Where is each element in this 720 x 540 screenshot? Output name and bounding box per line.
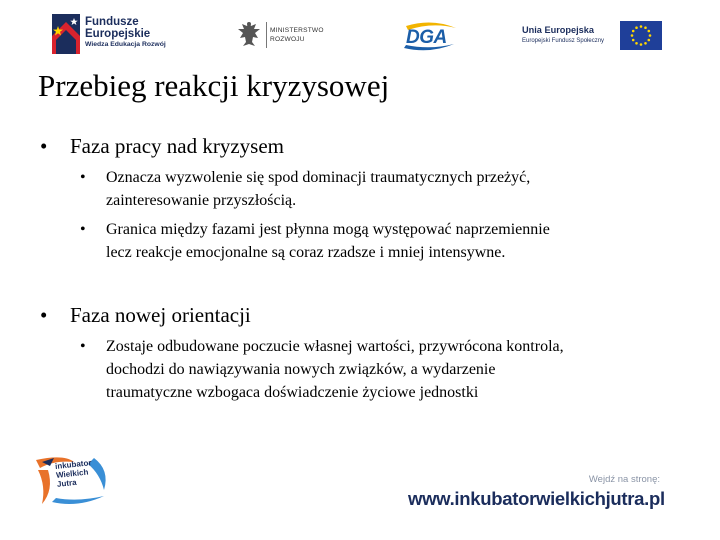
- ministerstwo-rozwoju-logo: [236, 20, 336, 54]
- sub-bullet-dot: •: [80, 221, 86, 238]
- fe-line2: Europejskie: [85, 28, 151, 40]
- url-label: Wejdź na stronę:: [588, 474, 660, 485]
- sub-bullet-line: traumatyczne wzbogaca doświadczenie życiowe jednostki: [106, 384, 479, 401]
- header-logo-bar: [0, 0, 720, 66]
- eagle-emblem-icon: [236, 20, 262, 50]
- ue-line1: Unia Europejska: [522, 25, 594, 35]
- sub-bullet-dot: •: [80, 338, 86, 355]
- sub-bullet-line: Granica między fazami jest płynna mogą występować naprzemiennie: [106, 221, 550, 238]
- inkubator-line2: Wielkich: [55, 467, 89, 480]
- bullet-dot: •: [40, 303, 48, 327]
- dga-text: DGA: [406, 27, 447, 48]
- ministerstwo-separator: [266, 22, 267, 48]
- fundusze-europejskie-mark-icon: [52, 14, 80, 54]
- dga-logo: [402, 20, 458, 52]
- inkubator-line3: Jutra: [56, 477, 77, 489]
- bullet-text: Faza pracy nad kryzysem: [70, 134, 284, 158]
- unia-europejska-logo: [522, 20, 662, 54]
- ministerstwo-line1: MINISTERSTWO: [270, 27, 324, 34]
- fundusze-europejskie-logo: [52, 14, 172, 56]
- ministerstwo-text: [270, 26, 324, 44]
- fe-line3: Wiedza Edukacja Rozwój: [85, 41, 166, 48]
- fundusze-europejskie-text: [85, 16, 166, 50]
- inkubator-wielkich-jutra-logo: [34, 456, 112, 508]
- sub-bullet-line: Zostaje odbudowane poczucie własnej wartości, przywrócona kontrola,: [106, 338, 564, 355]
- sub-bullet-line: zainteresowanie przyszłością.: [106, 192, 297, 209]
- inkubator-text: [55, 458, 94, 489]
- sub-bullet-line: Oznacza wyzwolenie się spod dominacji traumatycznych przeżyć,: [106, 169, 531, 186]
- bullet-dot: •: [40, 134, 48, 158]
- eu-flag-icon: [620, 21, 662, 50]
- bullet-text: Faza nowej orientacji: [70, 303, 251, 327]
- sub-bullet-line: dochodzi do nawiązywania nowych związków, a wydarzenie: [106, 361, 496, 378]
- ue-line2: Europejski Fundusz Społeczny: [522, 38, 605, 44]
- sub-bullet-text: [106, 335, 564, 404]
- sub-bullet-text: [106, 166, 530, 212]
- website-block: [406, 474, 686, 514]
- fe-line1: Fundusze: [85, 16, 139, 28]
- sub-bullet-text: [106, 218, 550, 264]
- website-url-link[interactable]: www.inkubatorwielkichjutra.pl: [408, 488, 665, 509]
- inkubator-line1: inkubator: [54, 458, 92, 471]
- slide-title: Przebieg reakcji kryzysowej: [38, 68, 390, 103]
- unia-europejska-text: [522, 24, 604, 46]
- sub-bullet-line: lecz reakcje emocjonalne są coraz rzadsze i mniej intensywne.: [106, 244, 506, 261]
- ministerstwo-line2: ROZWOJU: [270, 36, 305, 43]
- sub-bullet-dot: •: [80, 169, 86, 186]
